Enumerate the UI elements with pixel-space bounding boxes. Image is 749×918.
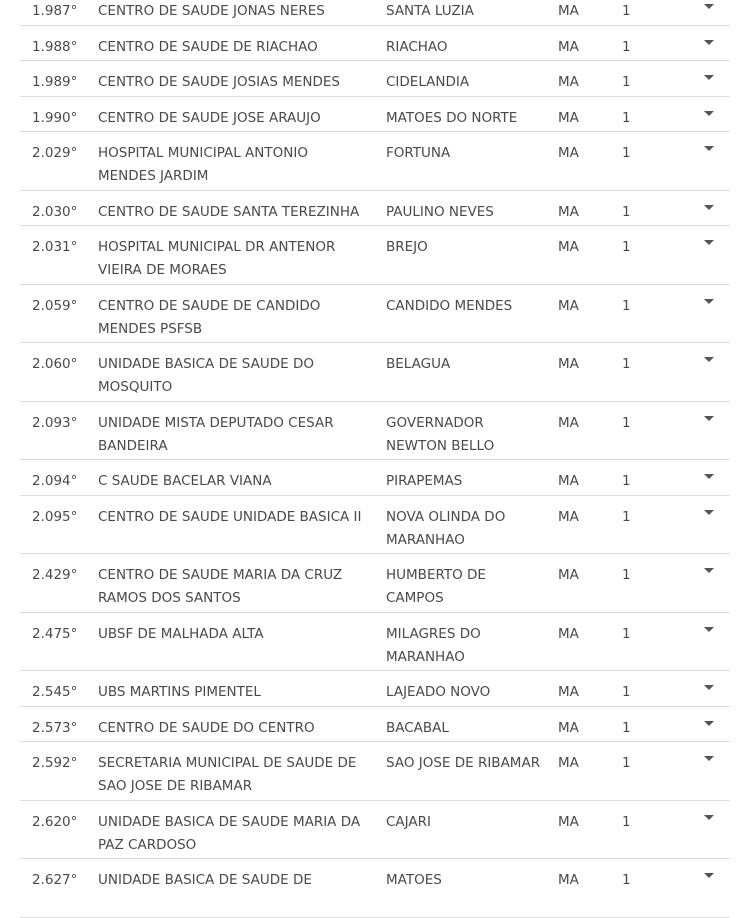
city-cell: NOVA OLINDA DO MARANHAO: [386, 508, 506, 548]
chevron-down-icon[interactable]: [704, 416, 714, 421]
facility-name-cell: CENTRO DE SAUDE UNIDADE BASICA II: [98, 508, 362, 525]
rank-cell: 2.592°: [32, 755, 78, 771]
facility-name-cell: CENTRO DE SAUDE DO CENTRO: [98, 719, 315, 736]
city-cell: CAJARI: [386, 813, 432, 830]
city-cell: MILAGRES DO MARANHAO: [386, 625, 481, 665]
chevron-down-icon[interactable]: [704, 474, 714, 479]
chevron-down-icon[interactable]: [704, 240, 714, 245]
facility-name-cell: CENTRO DE SAUDE JOSE ARAUJO: [98, 109, 321, 126]
count-cell: 1: [622, 567, 631, 583]
city-cell: MATOES DO NORTE: [386, 109, 518, 126]
rank-cell: 2.031°: [32, 239, 78, 255]
city-cell: HUMBERTO DE CAMPOS: [386, 567, 486, 606]
rank-cell: 2.095°: [32, 508, 78, 525]
rank-cell: 1.988°: [32, 38, 78, 55]
chevron-down-icon[interactable]: [704, 299, 714, 304]
chevron-down-icon[interactable]: [704, 685, 714, 690]
facility-name-cell: CENTRO DE SAUDE SANTA TEREZINHA: [98, 203, 360, 220]
rank-cell: 2.029°: [32, 145, 78, 161]
chevron-down-icon[interactable]: [704, 568, 714, 573]
ranking-table: [20, 0, 730, 918]
chevron-down-icon[interactable]: [704, 75, 714, 80]
table-row[interactable]: [20, 132, 730, 191]
facility-name-cell: C SAUDE BACELAR VIANA: [98, 473, 272, 489]
count-cell: 1: [622, 684, 631, 700]
state-cell: MA: [558, 297, 579, 314]
table-row[interactable]: [20, 613, 730, 672]
table-row[interactable]: [20, 0, 730, 26]
table-row[interactable]: [20, 343, 730, 402]
rank-cell: 2.030°: [32, 203, 78, 220]
facility-name-cell: UNIDADE BASICA DE SAUDE DE: [98, 872, 312, 888]
facility-name-cell: UBSF DE MALHADA ALTA: [98, 625, 264, 642]
table-row[interactable]: [20, 402, 730, 461]
count-cell: 1: [622, 625, 631, 642]
rank-cell: 2.093°: [32, 414, 78, 431]
count-cell: 1: [622, 473, 631, 489]
state-cell: MA: [558, 3, 579, 19]
city-cell: BELAGUA: [386, 356, 451, 372]
state-cell: MA: [558, 239, 579, 255]
city-cell: LAJEADO NOVO: [386, 684, 491, 700]
city-cell: SAO JOSE DE RIBAMAR: [386, 755, 541, 771]
state-cell: MA: [558, 109, 579, 126]
facility-name-cell: HOSPITAL MUNICIPAL ANTONIO MENDES JARDIM: [98, 145, 308, 184]
rank-cell: 2.573°: [32, 719, 78, 736]
facility-name-cell: UNIDADE BASICA DE SAUDE DO MOSQUITO: [98, 356, 314, 395]
facility-name-cell: CENTRO DE SAUDE MARIA DA CRUZ RAMOS DOS SANTOS: [98, 567, 343, 606]
chevron-down-icon[interactable]: [704, 111, 714, 116]
table-row[interactable]: [20, 61, 730, 97]
rank-cell: 2.545°: [32, 684, 78, 700]
count-cell: 1: [622, 38, 631, 55]
chevron-down-icon[interactable]: [704, 873, 714, 878]
facility-name-cell: UBS MARTINS PIMENTEL: [98, 684, 261, 700]
city-cell: SANTA LUZIA: [386, 3, 474, 19]
state-cell: MA: [558, 356, 579, 372]
count-cell: 1: [622, 872, 631, 888]
rank-cell: 2.429°: [32, 567, 78, 583]
count-cell: 1: [622, 3, 631, 19]
rank-cell: 2.475°: [32, 625, 78, 642]
table-row[interactable]: [20, 801, 730, 860]
city-cell: RIACHAO: [386, 38, 448, 55]
facility-name-cell: CENTRO DE SAUDE DE CANDIDO MENDES PSFSB: [98, 297, 321, 337]
rank-cell: 2.094°: [32, 473, 78, 489]
facility-name-cell: SECRETARIA MUNICIPAL DE SAUDE DE SAO JOSE DE RIBAMAR: [98, 755, 357, 794]
count-cell: 1: [622, 145, 631, 161]
state-cell: MA: [558, 38, 579, 55]
city-cell: CANDIDO MENDES: [386, 297, 513, 314]
city-cell: PAULINO NEVES: [386, 203, 494, 220]
state-cell: MA: [558, 567, 579, 583]
state-cell: MA: [558, 414, 579, 431]
chevron-down-icon[interactable]: [704, 815, 714, 820]
table-row[interactable]: [20, 226, 730, 285]
state-cell: MA: [558, 74, 579, 90]
chevron-down-icon[interactable]: [704, 146, 714, 151]
rank-cell: 2.059°: [32, 297, 78, 314]
table-row[interactable]: [20, 707, 730, 743]
count-cell: 1: [622, 203, 631, 220]
count-cell: 1: [622, 414, 631, 431]
facility-name-cell: CENTRO DE SAUDE DE RIACHAO: [98, 38, 318, 55]
chevron-down-icon[interactable]: [704, 627, 714, 632]
table-row[interactable]: [20, 285, 730, 344]
state-cell: MA: [558, 508, 579, 525]
state-cell: MA: [558, 473, 579, 489]
state-cell: MA: [558, 145, 579, 161]
table-row[interactable]: [20, 671, 730, 707]
count-cell: 1: [622, 755, 631, 771]
city-cell: MATOES: [386, 872, 442, 888]
rank-cell: 2.620°: [32, 813, 78, 830]
facility-name-cell: CENTRO DE SAUDE JOSIAS MENDES: [98, 74, 340, 90]
rank-cell: 2.627°: [32, 872, 78, 888]
count-cell: 1: [622, 508, 631, 525]
city-cell: BACABAL: [386, 719, 449, 736]
table-row[interactable]: [20, 554, 730, 613]
table-row[interactable]: [20, 496, 730, 555]
state-cell: MA: [558, 719, 579, 736]
count-cell: 1: [622, 719, 631, 736]
chevron-down-icon[interactable]: [704, 756, 714, 761]
city-cell: BREJO: [386, 239, 428, 255]
chevron-down-icon[interactable]: [704, 357, 714, 362]
state-cell: MA: [558, 203, 579, 220]
count-cell: 1: [622, 109, 631, 126]
city-cell: FORTUNA: [386, 145, 451, 161]
table-row[interactable]: [20, 460, 730, 496]
chevron-down-icon[interactable]: [704, 510, 714, 515]
rank-cell: 1.989°: [32, 74, 78, 90]
state-cell: MA: [558, 813, 579, 830]
facility-name-cell: UNIDADE BASICA DE SAUDE MARIA DA PAZ CARDOSO: [98, 813, 361, 853]
rank-cell: 2.060°: [32, 356, 78, 372]
count-cell: 1: [622, 297, 631, 314]
chevron-down-icon[interactable]: [704, 40, 714, 45]
city-cell: GOVERNADOR NEWTON BELLO: [386, 414, 495, 454]
chevron-down-icon[interactable]: [704, 721, 714, 726]
table-row[interactable]: [20, 859, 730, 918]
state-cell: MA: [558, 872, 579, 888]
table-row[interactable]: [20, 742, 730, 801]
state-cell: MA: [558, 625, 579, 642]
table-row[interactable]: [20, 26, 730, 62]
chevron-down-icon[interactable]: [704, 205, 714, 210]
state-cell: MA: [558, 684, 579, 700]
rank-cell: 1.987°: [32, 3, 78, 19]
facility-name-cell: UNIDADE MISTA DEPUTADO CESAR BANDEIRA: [98, 414, 334, 454]
facility-name-cell: HOSPITAL MUNICIPAL DR ANTENOR VIEIRA DE MORAES: [98, 239, 336, 278]
count-cell: 1: [622, 813, 631, 830]
table-row[interactable]: [20, 97, 730, 133]
state-cell: MA: [558, 755, 579, 771]
chevron-down-icon[interactable]: [704, 4, 714, 9]
rank-cell: 1.990°: [32, 109, 78, 126]
table-row[interactable]: [20, 191, 730, 227]
city-cell: PIRAPEMAS: [386, 473, 463, 489]
count-cell: 1: [622, 356, 631, 372]
facility-name-cell: CENTRO DE SAUDE JONAS NERES: [98, 3, 325, 19]
count-cell: 1: [622, 239, 631, 255]
city-cell: CIDELANDIA: [386, 74, 470, 90]
count-cell: 1: [622, 74, 631, 90]
